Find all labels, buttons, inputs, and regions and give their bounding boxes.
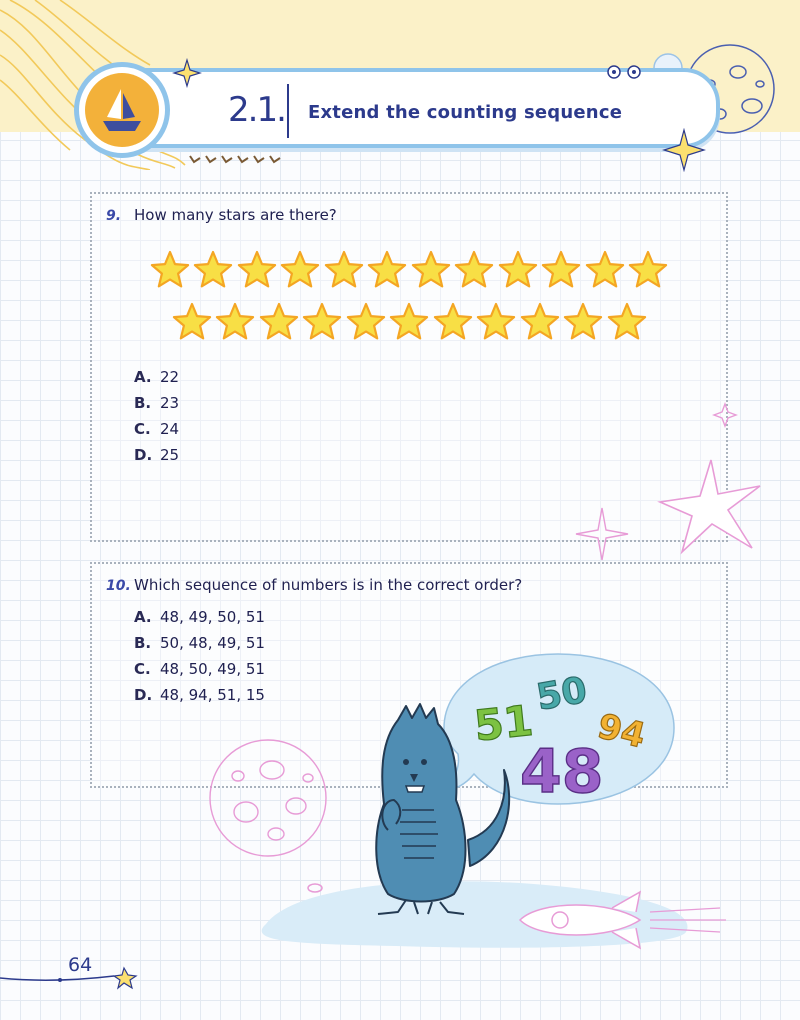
sparkle-icon xyxy=(172,58,202,88)
star-icon xyxy=(520,302,560,342)
options-list xyxy=(134,364,179,468)
option-b[interactable]: B. 50, 48, 49, 51 xyxy=(134,634,265,652)
star-icon xyxy=(324,250,364,290)
option-c[interactable]: C. 24 xyxy=(134,420,180,438)
option-b[interactable]: B. 23 xyxy=(134,394,180,412)
option-d[interactable]: D. 48, 94, 51, 15 xyxy=(134,686,265,704)
bubble-number-48: 48 xyxy=(520,737,604,807)
sparkle-icon xyxy=(662,128,706,172)
header-badge xyxy=(74,62,170,158)
dots-decoration xyxy=(604,60,654,84)
star-icon xyxy=(541,250,581,290)
star-icon xyxy=(237,250,277,290)
sailboat-icon xyxy=(85,73,159,147)
page-underline xyxy=(0,966,150,990)
bubble-number-50: 50 xyxy=(533,669,591,719)
star-icon xyxy=(454,250,494,290)
option-d[interactable]: D. 25 xyxy=(134,446,180,464)
section-title: Extend the counting sequence xyxy=(308,102,623,123)
question-number: 10. xyxy=(106,578,131,594)
star-icon xyxy=(411,250,451,290)
question-number: 9. xyxy=(106,208,122,224)
dash-decoration xyxy=(186,152,282,166)
star-icon xyxy=(389,302,429,342)
star-icon xyxy=(585,250,625,290)
question-text: How many stars are there? xyxy=(134,206,337,224)
monster-illustration xyxy=(358,700,528,922)
star-icon xyxy=(346,302,386,342)
bubble-number-51: 51 xyxy=(471,695,536,751)
star-icon xyxy=(280,250,320,290)
header-divider xyxy=(287,84,289,138)
question-9-box xyxy=(90,192,728,542)
option-c[interactable]: C. 48, 50, 49, 51 xyxy=(134,660,265,678)
star-icon xyxy=(259,302,299,342)
star-icon xyxy=(607,302,647,342)
star-icon xyxy=(628,250,668,290)
star-icon xyxy=(476,302,516,342)
rocket-icon xyxy=(500,886,730,952)
bubble-number-94: 94 xyxy=(593,706,650,757)
star-icon xyxy=(172,302,212,342)
star-icon xyxy=(193,250,233,290)
star-icon xyxy=(433,302,473,342)
sparkle-icon xyxy=(574,506,630,562)
star-icon xyxy=(367,250,407,290)
section-number: 2.1. xyxy=(228,90,285,130)
ring-icon xyxy=(306,882,324,894)
option-a[interactable]: A. 22 xyxy=(134,368,180,386)
star-icon xyxy=(215,302,255,342)
star-icon xyxy=(150,250,190,290)
page-number: 64 xyxy=(68,954,93,976)
burst-icon xyxy=(656,456,766,556)
sparkle-icon xyxy=(712,402,738,428)
star-icon xyxy=(302,302,342,342)
question-text: Which sequence of numbers is in the correct order? xyxy=(134,576,523,594)
star-icon xyxy=(498,250,538,290)
option-a[interactable]: A. 48, 49, 50, 51 xyxy=(134,608,265,626)
star-icon xyxy=(563,302,603,342)
planet-icon xyxy=(196,736,340,860)
options-list xyxy=(134,604,265,708)
